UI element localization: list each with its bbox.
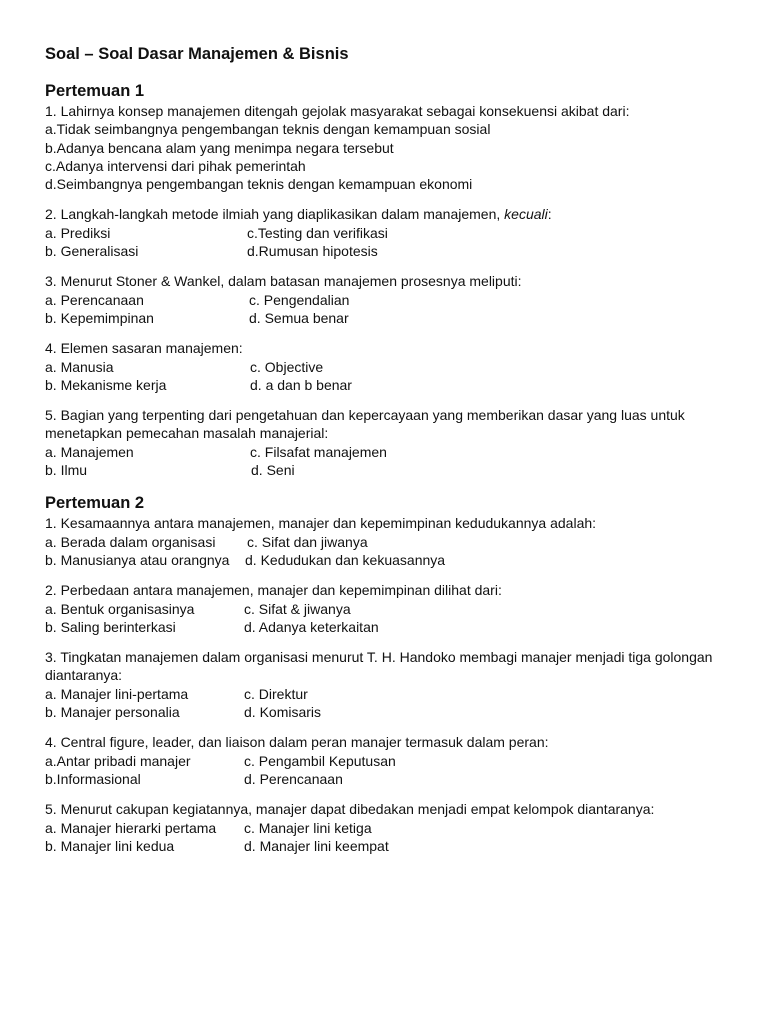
option-a: a. Bentuk organisasinya [45, 600, 195, 617]
section-title-pertemuan-1: Pertemuan 1 [45, 82, 145, 100]
option-row [45, 618, 735, 636]
option-c: c. Objective [250, 358, 324, 375]
option-row [45, 600, 735, 618]
option-c: c.Testing dan verifikasi [247, 224, 388, 241]
option-d: d.Rumusan hipotesis [247, 243, 378, 260]
option-d: d. Manajer lini keempat [244, 837, 389, 854]
option-row [45, 703, 735, 721]
option-a: a. Berada dalam organisasi [45, 533, 216, 550]
question-text: 3. Menurut Stoner & Wankel, dalam batasan manajemen prosesnya meliputi: [45, 273, 522, 290]
question-text: 3. Tingkatan manajemen dalam organisasi menurut T. H. Handoko membagi manajer menjadi tiga golongan [45, 649, 713, 666]
document-title: Soal – Soal Dasar Manajemen & Bisnis [45, 45, 349, 63]
option-b: b. Ilmu [45, 462, 88, 479]
question-2-4 [45, 733, 735, 788]
question-text-suffix: : [547, 206, 552, 223]
option-a: a.Antar pribadi manajer [45, 752, 191, 769]
option-d: d. Seni [251, 462, 295, 479]
option-a: a. Manusia [45, 358, 114, 375]
question-2-5 [45, 800, 735, 855]
option-row [45, 443, 735, 461]
option-row [45, 224, 735, 242]
option-b: b. Manajer personalia [45, 704, 180, 721]
option-row [45, 837, 735, 855]
option-b: b.Informasional [45, 770, 141, 787]
question-1-5 [45, 406, 735, 479]
option-row [45, 291, 735, 309]
question-2-2 [45, 581, 735, 636]
option-a: a. Manajer lini-pertama [45, 685, 189, 702]
option-b: b.Adanya bencana alam yang menimpa negara tersebut [45, 139, 394, 156]
question-1-1 [45, 102, 735, 193]
option-c: c. Sifat dan jiwanya [247, 533, 368, 550]
option-d: d. Semua benar [249, 309, 349, 326]
option-d: d. a dan b benar [250, 376, 352, 393]
question-text: 1. Lahirnya konsep manajemen ditengah gejolak masyarakat sebagai konsekuensi akibat dari: [45, 103, 630, 119]
option-a: a.Tidak seimbangnya pengembangan teknis dengan kemampuan sosial [45, 121, 491, 138]
option-b: b. Kepemimpinan [45, 309, 154, 326]
question-text-continued: menetapkan pemecahan masalah manajerial: [45, 425, 329, 442]
option-row [45, 685, 735, 703]
option-c: c. Pengambil Keputusan [244, 752, 396, 769]
question-text: 1. Kesamaannya antara manajemen, manajer dan kepemimpinan kedudukannya adalah: [45, 515, 597, 532]
option-b: b. Manusianya atau orangnya [45, 551, 230, 568]
option-row [45, 242, 735, 260]
option-d: d. Kedudukan dan kekuasannya [245, 551, 446, 568]
question-text: 5. Menurut cakupan kegiatannya, manajer dapat dibedakan menjadi empat kelompok diantaranya: [45, 801, 655, 818]
option-row [45, 752, 735, 770]
option-row [45, 376, 735, 394]
question-1-4 [45, 339, 735, 394]
option-d: d. Adanya keterkaitan [244, 618, 379, 635]
option-b: b. Manajer lini kedua [45, 837, 175, 854]
option-c: c. Pengendalian [249, 291, 350, 308]
question-text [45, 205, 735, 223]
question-2-1 [45, 514, 735, 569]
question-text-main: 2. Langkah-langkah metode ilmiah yang diaplikasikan dalam manajemen, [45, 206, 505, 223]
question-2-3 [45, 648, 735, 721]
option-row [45, 461, 735, 479]
option-d: d. Perencanaan [244, 770, 343, 787]
question-text: 4. Central figure, leader, dan liaison dalam peran manajer termasuk dalam peran: [45, 734, 549, 751]
option-b: b. Saling berinterkasi [45, 618, 176, 635]
option-a: a. Manajemen [45, 443, 134, 460]
option-row [45, 358, 735, 376]
option-c: c. Filsafat manajemen [250, 443, 387, 460]
option-b: b. Mekanisme kerja [45, 376, 167, 393]
question-text-continued: diantaranya: [45, 667, 123, 684]
option-d: d. Komisaris [244, 704, 322, 721]
option-a: a. Prediksi [45, 224, 111, 241]
question-text: 4. Elemen sasaran manajemen: [45, 340, 243, 357]
question-1-3 [45, 272, 735, 327]
question-text: 5. Bagian yang terpenting dari pengetahuan dan kepercayaan yang memberikan dasar yang luas untuk [45, 407, 685, 424]
option-b: b. Generalisasi [45, 243, 139, 260]
question-text: 2. Perbedaan antara manajemen, manajer dan kepemimpinan dilihat dari: [45, 582, 502, 599]
option-row [45, 551, 735, 569]
option-c: c. Direktur [244, 685, 308, 702]
option-row [45, 533, 735, 551]
option-row [45, 770, 735, 788]
option-row [45, 309, 735, 327]
option-c: c. Sifat & jiwanya [244, 600, 351, 617]
question-text-emphasis: kecuali [504, 206, 548, 223]
option-c: c.Adanya intervensi dari pihak pemerintah [45, 157, 306, 174]
document-page [45, 44, 735, 855]
option-d: d.Seimbangnya pengembangan teknis dengan kemampuan ekonomi [45, 176, 473, 193]
question-1-2 [45, 205, 735, 260]
option-a: a. Perencanaan [45, 291, 144, 308]
option-c: c. Manajer lini ketiga [244, 819, 372, 836]
section-title-pertemuan-2: Pertemuan 2 [45, 494, 145, 513]
option-a: a. Manajer hierarki pertama [45, 819, 217, 836]
option-row [45, 819, 735, 837]
